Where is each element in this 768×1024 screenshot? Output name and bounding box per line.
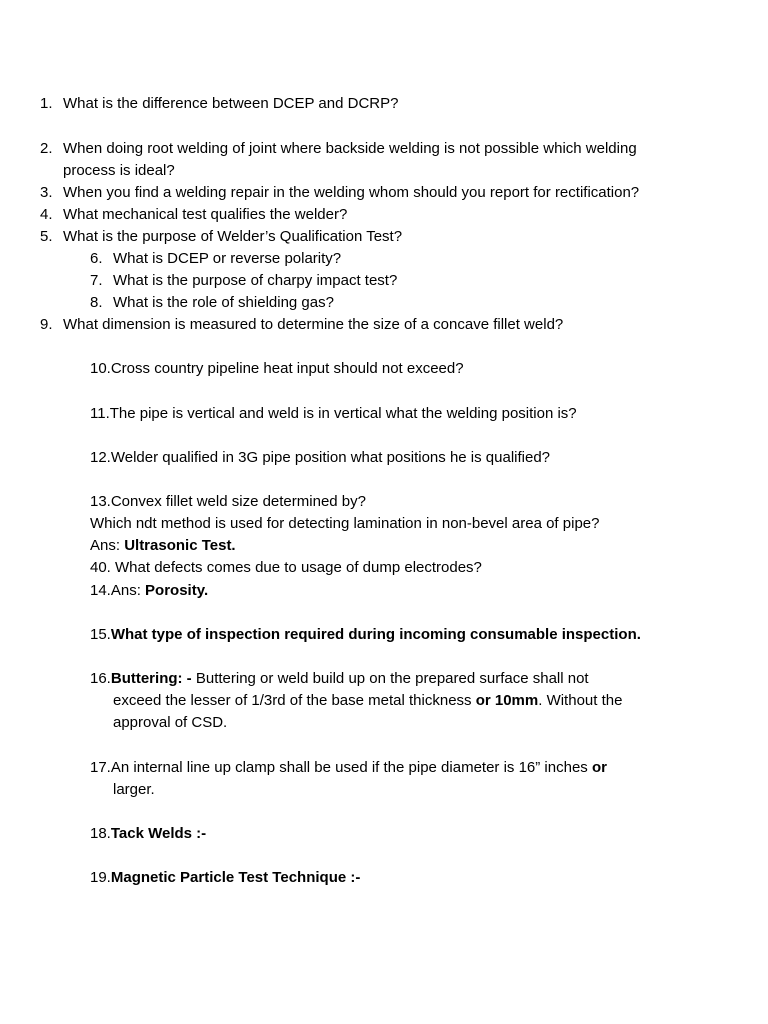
question-6	[90, 248, 341, 270]
question-18	[90, 823, 206, 845]
buttering-text: Buttering or weld build up on the prepared surface shall not	[191, 670, 589, 687]
question-text: Tack Welds :-	[110, 825, 207, 842]
question-text: What is the difference between DCEP and DCRP?	[63, 95, 399, 112]
question-number: 2.	[40, 140, 53, 157]
question-text: What type of inspection required during incoming consumable inspection.	[110, 626, 641, 643]
question-text: What is the role of shielding gas?	[113, 294, 334, 311]
question-12: 12.Welder qualified in 3G pipe position what positions he is qualified?	[90, 449, 551, 466]
ndt-question: Which ndt method is used for detecting lamination in non-bevel area of pipe?	[90, 515, 600, 532]
question-2-continuation: process is ideal?	[63, 162, 175, 179]
question-number: 15.	[90, 626, 111, 643]
buttering-text-2a: exceed the lesser of 1/3rd of the base metal thickness	[113, 692, 476, 709]
question-17	[90, 757, 607, 779]
question-11: 11.The pipe is vertical and weld is in vertical what the welding position is?	[90, 405, 577, 422]
question-number: 16.	[90, 670, 111, 687]
answer-text: Porosity.	[145, 582, 209, 599]
question-text: When doing root welding of joint where backside welding is not possible which welding	[63, 140, 637, 157]
question-number: 8.	[90, 294, 103, 311]
question-19	[90, 867, 360, 889]
question-13: 13.Convex fillet weld size determined by?	[90, 493, 366, 510]
buttering-limit: or 10mm	[475, 692, 539, 709]
question-17-line-2: larger.	[113, 781, 155, 798]
answer-text: Ultrasonic Test.	[124, 537, 236, 554]
question-number: 3.	[40, 184, 53, 201]
answer-prefix: 14.Ans:	[90, 582, 146, 599]
question-4	[40, 204, 347, 226]
question-5	[40, 226, 402, 248]
question-1	[40, 93, 398, 115]
question-16-line-2	[113, 690, 622, 712]
question-15	[90, 624, 641, 646]
question-16-line-3: approval of CSD.	[113, 714, 228, 731]
question-3	[40, 182, 639, 204]
answer-14	[90, 580, 208, 602]
ndt-answer	[90, 535, 236, 557]
clamp-or: or	[591, 759, 607, 776]
question-40: 40. What defects comes due to usage of dump electrodes?	[90, 559, 482, 576]
question-text: Magnetic Particle Test Technique :-	[110, 869, 361, 886]
question-number: 5.	[40, 228, 53, 245]
question-number: 6.	[90, 250, 103, 267]
question-text: What dimension is measured to determine the size of a concave fillet weld?	[63, 316, 564, 333]
question-number: 19.	[90, 869, 111, 886]
question-number: 4.	[40, 206, 53, 223]
buttering-label: Buttering: -	[110, 670, 192, 687]
question-number: 7.	[90, 272, 103, 289]
clamp-text: 17.An internal line up clamp shall be used if the pipe diameter is 16” inches	[90, 759, 592, 776]
buttering-text-2b: . Without the	[538, 692, 623, 709]
question-8	[90, 292, 334, 314]
question-text: What is DCEP or reverse polarity?	[113, 250, 342, 267]
answer-prefix: Ans:	[90, 537, 125, 554]
question-text: What is the purpose of Welder’s Qualification Test?	[63, 228, 403, 245]
question-9	[40, 314, 563, 336]
question-text: When you find a welding repair in the welding whom should you report for rectification?	[63, 184, 640, 201]
question-7	[90, 270, 397, 292]
question-16	[90, 668, 589, 690]
question-number: 1.	[40, 95, 53, 112]
question-2	[40, 138, 637, 160]
question-10: 10.Cross country pipeline heat input should not exceed?	[90, 360, 464, 377]
question-text: What mechanical test qualifies the welder?	[63, 206, 348, 223]
question-number: 9.	[40, 316, 53, 333]
question-number: 18.	[90, 825, 111, 842]
question-text: What is the purpose of charpy impact test?	[113, 272, 398, 289]
